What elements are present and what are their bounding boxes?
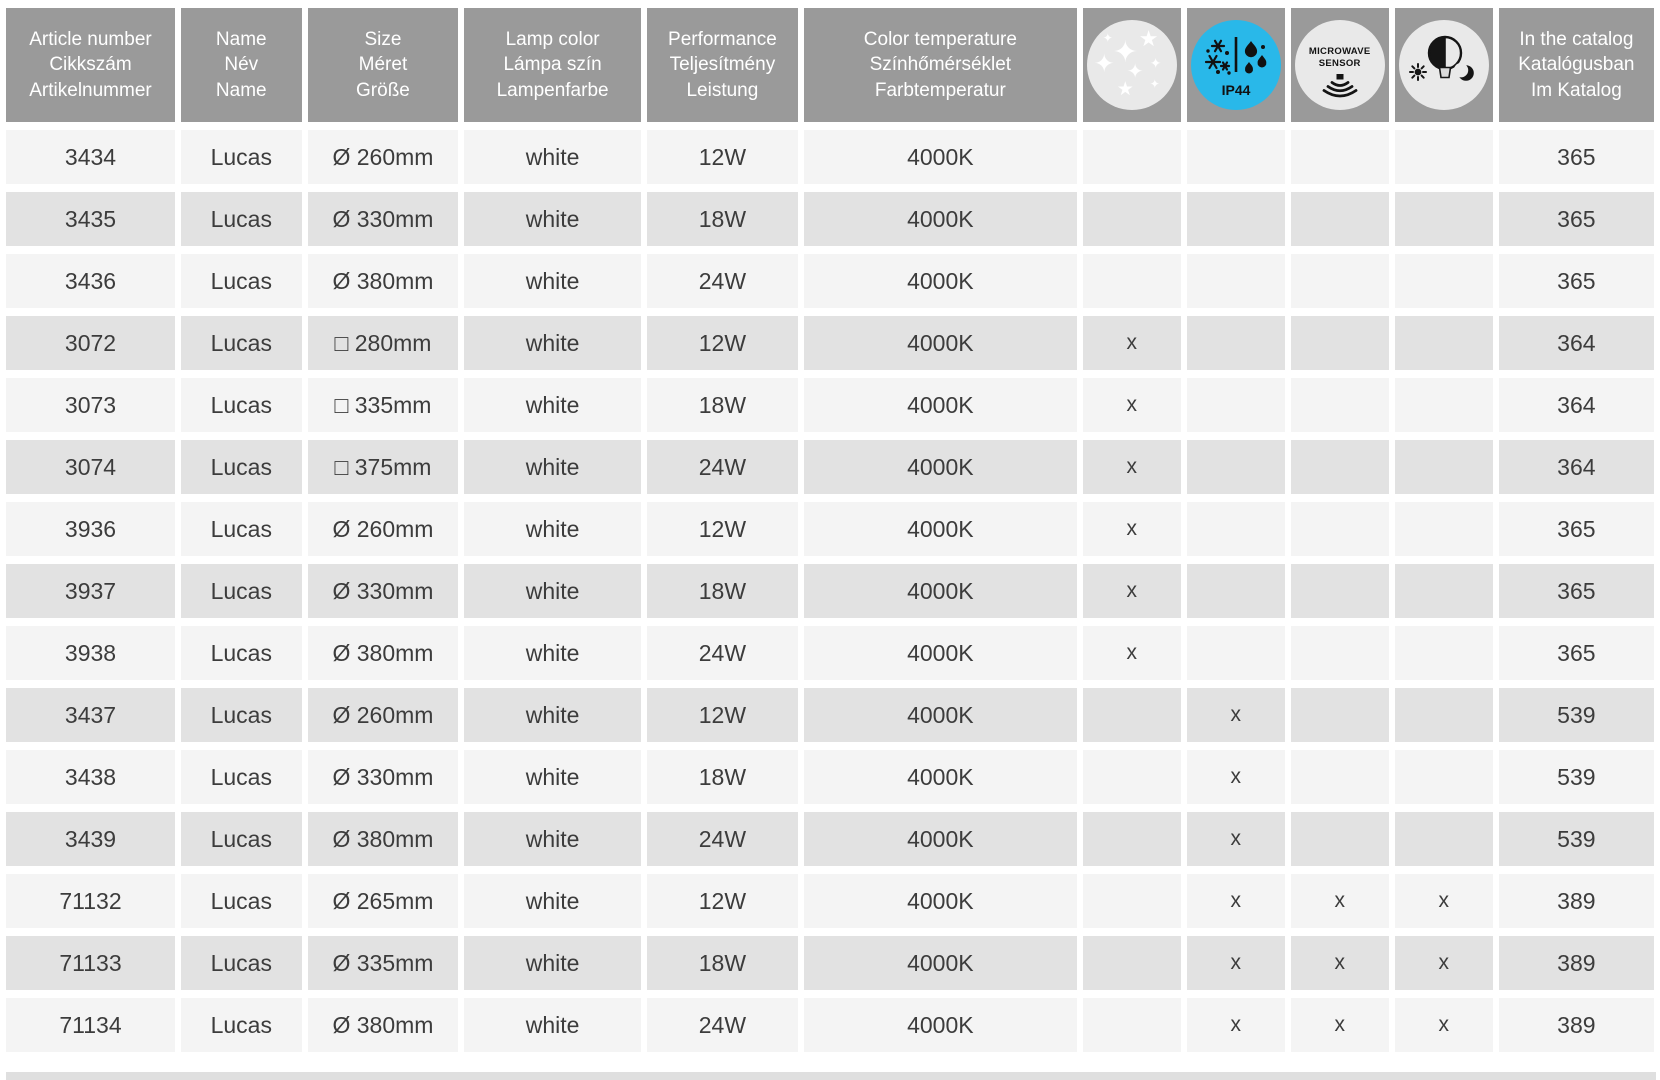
- header-line: Lampenfarbe: [496, 79, 609, 101]
- article-number-cell: 3937: [6, 564, 175, 618]
- ip44-icon: [1191, 20, 1281, 110]
- performance-cell: 18W: [647, 564, 798, 618]
- catalog-page-cell: 365: [1499, 254, 1654, 308]
- day-night-sensor-mark-cell: [1395, 688, 1493, 742]
- article-number-cell: 3435: [6, 192, 175, 246]
- table-row: [6, 192, 1654, 246]
- stars-mark-cell: [1083, 254, 1181, 308]
- header-color-temperature: [804, 8, 1077, 122]
- name-cell: Lucas: [181, 936, 302, 990]
- name-cell: Lucas: [181, 502, 302, 556]
- header-line: Katalógusban: [1518, 54, 1635, 76]
- article-number-cell: 3437: [6, 688, 175, 742]
- microwave-sensor-mark-cell: [1291, 378, 1389, 432]
- stars-mark-cell: [1083, 750, 1181, 804]
- microwave-sensor-mark-cell: [1291, 316, 1389, 370]
- catalog-page-cell: 365: [1499, 626, 1654, 680]
- lamp-color-cell: white: [464, 316, 641, 370]
- name-cell: Lucas: [181, 750, 302, 804]
- size-cell: Ø 380mm: [308, 812, 459, 866]
- table-row: [6, 502, 1654, 556]
- microwave-sensor-mark-cell: [1291, 750, 1389, 804]
- stars-mark-cell: x: [1083, 502, 1181, 556]
- header-line: Leistung: [686, 79, 759, 101]
- header-line: Név: [224, 54, 259, 76]
- table-row: [6, 812, 1654, 866]
- header-line: Color temperature: [863, 29, 1017, 51]
- name-cell: Lucas: [181, 874, 302, 928]
- ip44-mark-cell: x: [1187, 812, 1285, 866]
- table-row: [6, 378, 1654, 432]
- header-line: Méret: [358, 54, 408, 76]
- catalog-page-cell: 365: [1499, 192, 1654, 246]
- size-cell: Ø 330mm: [308, 192, 459, 246]
- performance-cell: 24W: [647, 998, 798, 1052]
- header-day-night-sensor: [1395, 8, 1493, 122]
- day-night-sensor-mark-cell: [1395, 254, 1493, 308]
- color-temperature-cell: 4000K: [804, 564, 1077, 618]
- color-temperature-cell: 4000K: [804, 626, 1077, 680]
- day-night-sensor-mark-cell: [1395, 812, 1493, 866]
- header-microwave-sensor: [1291, 8, 1389, 122]
- ip44-mark-cell: [1187, 130, 1285, 184]
- microwave-sensor-mark-cell: x: [1291, 998, 1389, 1052]
- day-night-sensor-mark-cell: [1395, 192, 1493, 246]
- stars-mark-cell: x: [1083, 626, 1181, 680]
- performance-cell: 12W: [647, 502, 798, 556]
- performance-cell: 12W: [647, 874, 798, 928]
- article-number-cell: 3439: [6, 812, 175, 866]
- performance-cell: 24W: [647, 812, 798, 866]
- ip44-mark-cell: x: [1187, 874, 1285, 928]
- article-number-cell: 3938: [6, 626, 175, 680]
- ip44-mark-cell: [1187, 440, 1285, 494]
- table-row: [6, 936, 1654, 990]
- day-night-sensor-mark-cell: [1395, 750, 1493, 804]
- size-cell: Ø 260mm: [308, 502, 459, 556]
- performance-cell: 12W: [647, 130, 798, 184]
- lamp-color-cell: white: [464, 130, 641, 184]
- header-line: Name: [215, 29, 267, 51]
- ip44-mark-cell: [1187, 254, 1285, 308]
- lamp-color-cell: white: [464, 688, 641, 742]
- color-temperature-cell: 4000K: [804, 440, 1077, 494]
- color-temperature-cell: 4000K: [804, 688, 1077, 742]
- name-cell: Lucas: [181, 192, 302, 246]
- catalog-page-cell: 539: [1499, 812, 1654, 866]
- microwave-sensor-mark-cell: [1291, 192, 1389, 246]
- name-cell: Lucas: [181, 626, 302, 680]
- name-cell: Lucas: [181, 254, 302, 308]
- microwave-sensor-mark-cell: [1291, 254, 1389, 308]
- size-cell: Ø 380mm: [308, 626, 459, 680]
- header-name: [181, 8, 302, 122]
- table-row: [6, 998, 1654, 1052]
- performance-cell: 24W: [647, 254, 798, 308]
- name-cell: Lucas: [181, 688, 302, 742]
- day-night-sensor-mark-cell: [1395, 378, 1493, 432]
- size-cell: □ 335mm: [308, 378, 459, 432]
- catalog-page-cell: 365: [1499, 502, 1654, 556]
- next-section-edge: [6, 1072, 1656, 1080]
- header-line: Lamp color: [505, 29, 600, 51]
- size-cell: Ø 335mm: [308, 936, 459, 990]
- table-row: [6, 564, 1654, 618]
- lamp-color-cell: white: [464, 440, 641, 494]
- header-lamp-color: [464, 8, 641, 122]
- performance-cell: 18W: [647, 936, 798, 990]
- ip44-mark-cell: x: [1187, 936, 1285, 990]
- header-line: Cikkszám: [49, 54, 132, 76]
- table-row: [6, 688, 1654, 742]
- microwave-sensor-mark-cell: x: [1291, 936, 1389, 990]
- day-night-sensor-mark-cell: [1395, 502, 1493, 556]
- stars-mark-cell: x: [1083, 378, 1181, 432]
- color-temperature-cell: 4000K: [804, 502, 1077, 556]
- size-cell: Ø 265mm: [308, 874, 459, 928]
- article-number-cell: 3074: [6, 440, 175, 494]
- stars-icon: ✦ ★ ✦ ✦ ★ ✦ ✦ ✦: [1087, 20, 1177, 110]
- table-row: [6, 440, 1654, 494]
- day-night-sensor-mark-cell: x: [1395, 874, 1493, 928]
- microwave-sensor-mark-cell: [1291, 688, 1389, 742]
- article-number-cell: 71134: [6, 998, 175, 1052]
- table-row: [6, 254, 1654, 308]
- lamp-color-cell: white: [464, 254, 641, 308]
- catalog-page-cell: 389: [1499, 874, 1654, 928]
- ip44-mark-cell: [1187, 626, 1285, 680]
- catalog-page-cell: 365: [1499, 564, 1654, 618]
- performance-cell: 18W: [647, 378, 798, 432]
- ip44-mark-cell: [1187, 502, 1285, 556]
- performance-cell: 24W: [647, 440, 798, 494]
- color-temperature-cell: 4000K: [804, 750, 1077, 804]
- catalog-page-cell: 389: [1499, 998, 1654, 1052]
- header-line: Size: [364, 29, 402, 51]
- size-cell: Ø 330mm: [308, 564, 459, 618]
- header-line: Name: [215, 79, 267, 101]
- header-line: Performance: [668, 29, 777, 51]
- header-line: Farbtemperatur: [874, 79, 1006, 101]
- microwave-sensor-mark-cell: x: [1291, 874, 1389, 928]
- color-temperature-cell: 4000K: [804, 316, 1077, 370]
- article-number-cell: 3073: [6, 378, 175, 432]
- table-row: [6, 316, 1654, 370]
- name-cell: Lucas: [181, 998, 302, 1052]
- lamp-color-cell: white: [464, 192, 641, 246]
- name-cell: Lucas: [181, 316, 302, 370]
- day-night-sensor-mark-cell: [1395, 130, 1493, 184]
- microwave-sensor-mark-cell: [1291, 564, 1389, 618]
- color-temperature-cell: 4000K: [804, 378, 1077, 432]
- header-in-the-catalog: [1499, 8, 1654, 122]
- article-number-cell: 3936: [6, 502, 175, 556]
- day-night-sensor-mark-cell: [1395, 316, 1493, 370]
- article-number-cell: 3434: [6, 130, 175, 184]
- lamp-color-cell: white: [464, 378, 641, 432]
- header-line: Lámpa szín: [503, 54, 602, 76]
- header-ip44: [1187, 8, 1285, 122]
- lamp-color-cell: white: [464, 564, 641, 618]
- color-temperature-cell: 4000K: [804, 130, 1077, 184]
- ip44-mark-cell: [1187, 192, 1285, 246]
- microwave-sensor-mark-cell: [1291, 502, 1389, 556]
- performance-cell: 12W: [647, 688, 798, 742]
- performance-cell: 18W: [647, 750, 798, 804]
- day-night-sensor-mark-cell: [1395, 440, 1493, 494]
- catalog-page-cell: 539: [1499, 750, 1654, 804]
- color-temperature-cell: 4000K: [804, 936, 1077, 990]
- ip44-label: IP44: [1221, 82, 1251, 98]
- lamp-color-cell: white: [464, 812, 641, 866]
- table-header: [6, 8, 1654, 122]
- table-row: [6, 874, 1654, 928]
- stars-mark-cell: [1083, 130, 1181, 184]
- lamp-color-cell: white: [464, 874, 641, 928]
- lamp-color-cell: white: [464, 626, 641, 680]
- name-cell: Lucas: [181, 378, 302, 432]
- color-temperature-cell: 4000K: [804, 812, 1077, 866]
- header-line: Article number: [29, 29, 152, 51]
- color-temperature-cell: 4000K: [804, 192, 1077, 246]
- ip44-mark-cell: x: [1187, 750, 1285, 804]
- day-night-sensor-icon: [1399, 20, 1489, 110]
- color-temperature-cell: 4000K: [804, 254, 1077, 308]
- ip44-mark-cell: x: [1187, 998, 1285, 1052]
- day-night-sensor-mark-cell: x: [1395, 998, 1493, 1052]
- size-cell: Ø 330mm: [308, 750, 459, 804]
- day-night-sensor-mark-cell: [1395, 564, 1493, 618]
- header-stars: [1083, 8, 1181, 122]
- catalog-page-cell: 365: [1499, 130, 1654, 184]
- size-cell: Ø 260mm: [308, 130, 459, 184]
- performance-cell: 18W: [647, 192, 798, 246]
- stars-mark-cell: [1083, 812, 1181, 866]
- stars-mark-cell: [1083, 192, 1181, 246]
- header-article-number: [6, 8, 175, 122]
- performance-cell: 24W: [647, 626, 798, 680]
- microwave-sensor-mark-cell: [1291, 440, 1389, 494]
- header-line: Teljesítmény: [669, 54, 776, 76]
- lamp-color-cell: white: [464, 750, 641, 804]
- ip44-mark-cell: [1187, 316, 1285, 370]
- article-number-cell: 71133: [6, 936, 175, 990]
- name-cell: Lucas: [181, 130, 302, 184]
- catalog-page-cell: 364: [1499, 440, 1654, 494]
- microwave-sensor-mark-cell: [1291, 130, 1389, 184]
- product-table-body: [6, 130, 1654, 1052]
- stars-mark-cell: [1083, 874, 1181, 928]
- size-cell: Ø 380mm: [308, 254, 459, 308]
- name-cell: Lucas: [181, 440, 302, 494]
- header-line: In the catalog: [1519, 29, 1634, 51]
- table-row: [6, 130, 1654, 184]
- stars-mark-cell: [1083, 688, 1181, 742]
- size-cell: Ø 260mm: [308, 688, 459, 742]
- size-cell: □ 375mm: [308, 440, 459, 494]
- stars-mark-cell: x: [1083, 440, 1181, 494]
- ip44-mark-cell: [1187, 378, 1285, 432]
- lamp-color-cell: white: [464, 998, 641, 1052]
- name-cell: Lucas: [181, 564, 302, 618]
- stars-mark-cell: [1083, 998, 1181, 1052]
- microwave-sensor-mark-cell: [1291, 812, 1389, 866]
- catalog-page-cell: 539: [1499, 688, 1654, 742]
- name-cell: Lucas: [181, 812, 302, 866]
- header-line: Größe: [356, 79, 410, 101]
- size-cell: □ 280mm: [308, 316, 459, 370]
- stars-mark-cell: [1083, 936, 1181, 990]
- header-size: [308, 8, 459, 122]
- color-temperature-cell: 4000K: [804, 874, 1077, 928]
- ip44-mark-cell: x: [1187, 688, 1285, 742]
- sensor-label: SENSOR: [1318, 57, 1361, 69]
- color-temperature-cell: 4000K: [804, 998, 1077, 1052]
- ip44-mark-cell: [1187, 564, 1285, 618]
- header-line: Artikelnummer: [29, 79, 152, 101]
- header-line: Színhőmérséklet: [869, 54, 1012, 76]
- catalog-page-cell: 389: [1499, 936, 1654, 990]
- table-row: [6, 750, 1654, 804]
- article-number-cell: 71132: [6, 874, 175, 928]
- microwave-sensor-mark-cell: [1291, 626, 1389, 680]
- table-row: [6, 626, 1654, 680]
- size-cell: Ø 380mm: [308, 998, 459, 1052]
- microwave-label: MICROWAVE: [1308, 46, 1371, 57]
- stars-mark-cell: x: [1083, 316, 1181, 370]
- header-performance: [647, 8, 798, 122]
- microwave-sensor-icon: [1295, 20, 1385, 110]
- article-number-cell: 3438: [6, 750, 175, 804]
- article-number-cell: 3436: [6, 254, 175, 308]
- lamp-color-cell: white: [464, 502, 641, 556]
- header-line: Im Katalog: [1530, 79, 1622, 101]
- article-number-cell: 3072: [6, 316, 175, 370]
- catalog-page-cell: 364: [1499, 316, 1654, 370]
- day-night-sensor-mark-cell: [1395, 626, 1493, 680]
- day-night-sensor-mark-cell: x: [1395, 936, 1493, 990]
- catalog-page-cell: 364: [1499, 378, 1654, 432]
- stars-mark-cell: x: [1083, 564, 1181, 618]
- lamp-color-cell: white: [464, 936, 641, 990]
- performance-cell: 12W: [647, 316, 798, 370]
